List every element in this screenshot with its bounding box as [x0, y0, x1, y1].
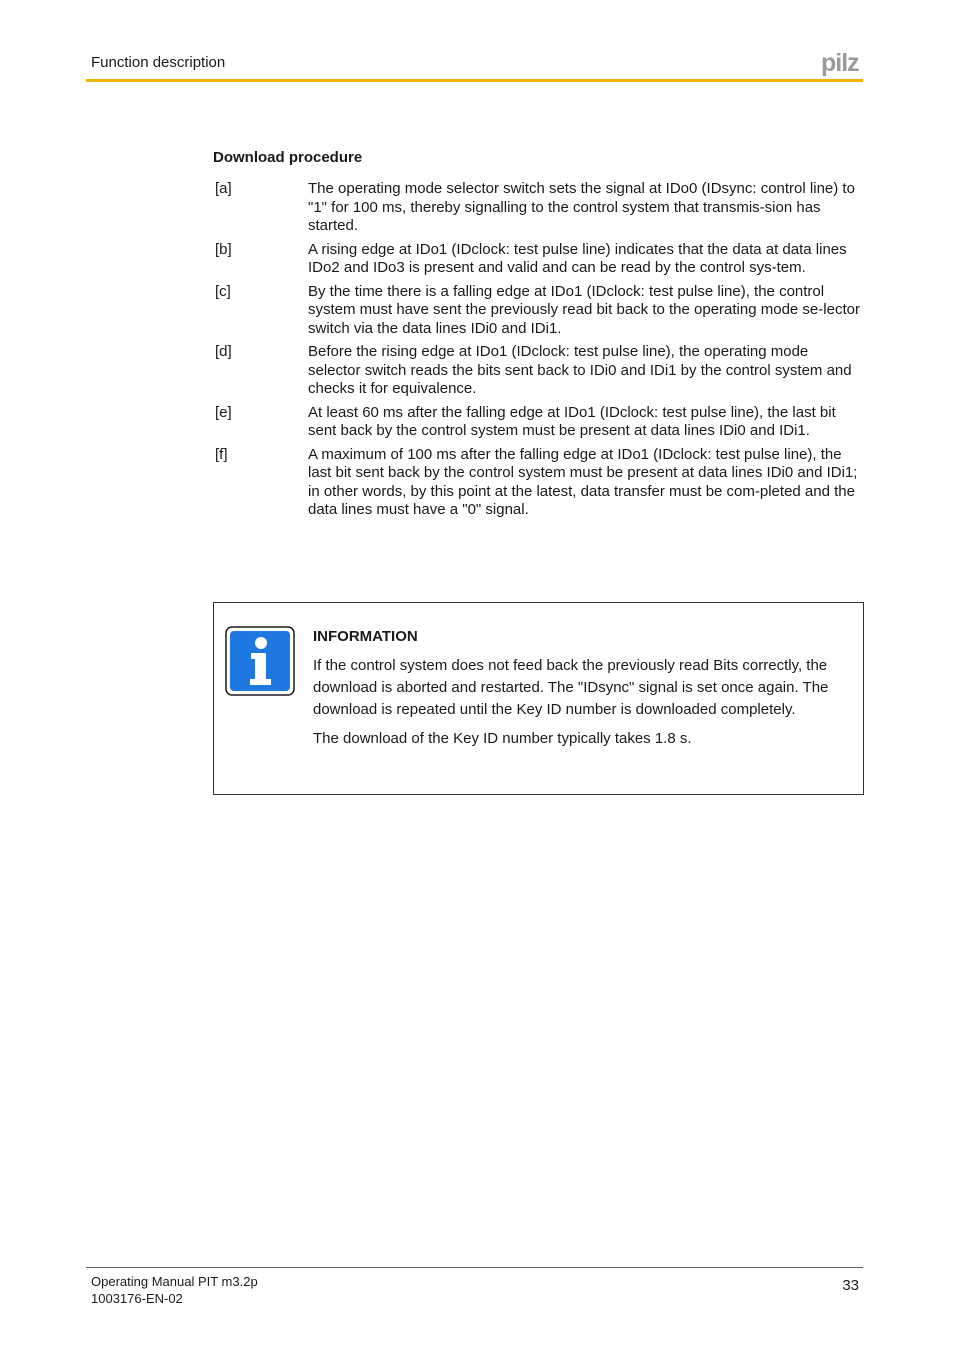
manual-title: Operating Manual PIT m3.2p	[91, 1274, 258, 1289]
information-content	[313, 626, 848, 757]
page-number: 33	[842, 1277, 859, 1294]
pilz-logo	[821, 49, 865, 77]
information-paragraph: If the control system does not feed back the previously read Bits correctly, the download is aborted and restarted. The "IDsync" signal is set once again. The download is repeated until the Key ID number is downloaded completely.	[313, 657, 829, 718]
step-label: [b]	[215, 240, 232, 258]
step-label: [d]	[215, 343, 232, 360]
procedure-steps	[215, 180, 863, 525]
list-item	[215, 343, 863, 399]
list-item	[215, 241, 863, 278]
svg-text:pilz: pilz	[821, 49, 859, 77]
step-label: [a]	[215, 180, 232, 197]
step-label: [e]	[215, 403, 232, 421]
document-number: 1003176-EN-02	[91, 1291, 183, 1306]
footer-rule	[86, 1267, 863, 1268]
information-paragraph: The download of the Key ID number typically takes 1.8 s.	[313, 730, 692, 747]
list-item	[215, 404, 863, 441]
step-text: By the time there is a falling edge at IDo1 (IDclock: test pulse line), the control system must have sent the previously read bit back to the operating mode se-lector switch via the data lines IDi0 and IDi1.	[308, 282, 860, 337]
step-text: Before the rising edge at IDo1 (IDclock: test pulse line), the operating mode selector switch reads the bits sent back to IDi0 and IDi1 by the control system and checks it for equivalence.	[308, 343, 852, 397]
information-box	[213, 602, 864, 795]
step-text: A rising edge at IDo1 (IDclock: test pulse line) indicates that the data at data lines IDo2 and IDo3 is present and valid and can be read by the control sys-tem.	[308, 240, 847, 276]
step-label: [f]	[215, 445, 228, 463]
step-text: A maximum of 100 ms after the falling edge at IDo1 (IDclock: test pulse line), the last bit sent back by the control system must be present at data lines IDi0 and IDi1; in other words, by this point at the latest, data transfer must be com-pleted and the data lines must have a "0" signal.	[308, 445, 858, 518]
step-text: The operating mode selector switch sets the signal at IDo0 (IDsync: control line) to "1" for 100 ms, thereby signalling to the control system that transmis-sion has started.	[308, 180, 855, 234]
section-title: Download procedure	[213, 149, 363, 166]
list-item	[215, 180, 863, 236]
step-label: [c]	[215, 282, 231, 300]
header-rule	[86, 79, 863, 82]
information-icon	[225, 626, 295, 696]
list-item	[215, 446, 863, 520]
header-title: Function description	[91, 54, 226, 71]
information-heading: INFORMATION	[313, 628, 418, 645]
step-text: At least 60 ms after the falling edge at IDo1 (IDclock: test pulse line), the last bit sent back by the control system must be present at data lines IDi0 and IDi1.	[308, 403, 836, 439]
footer-document-info	[91, 1273, 258, 1307]
list-item	[215, 283, 863, 339]
